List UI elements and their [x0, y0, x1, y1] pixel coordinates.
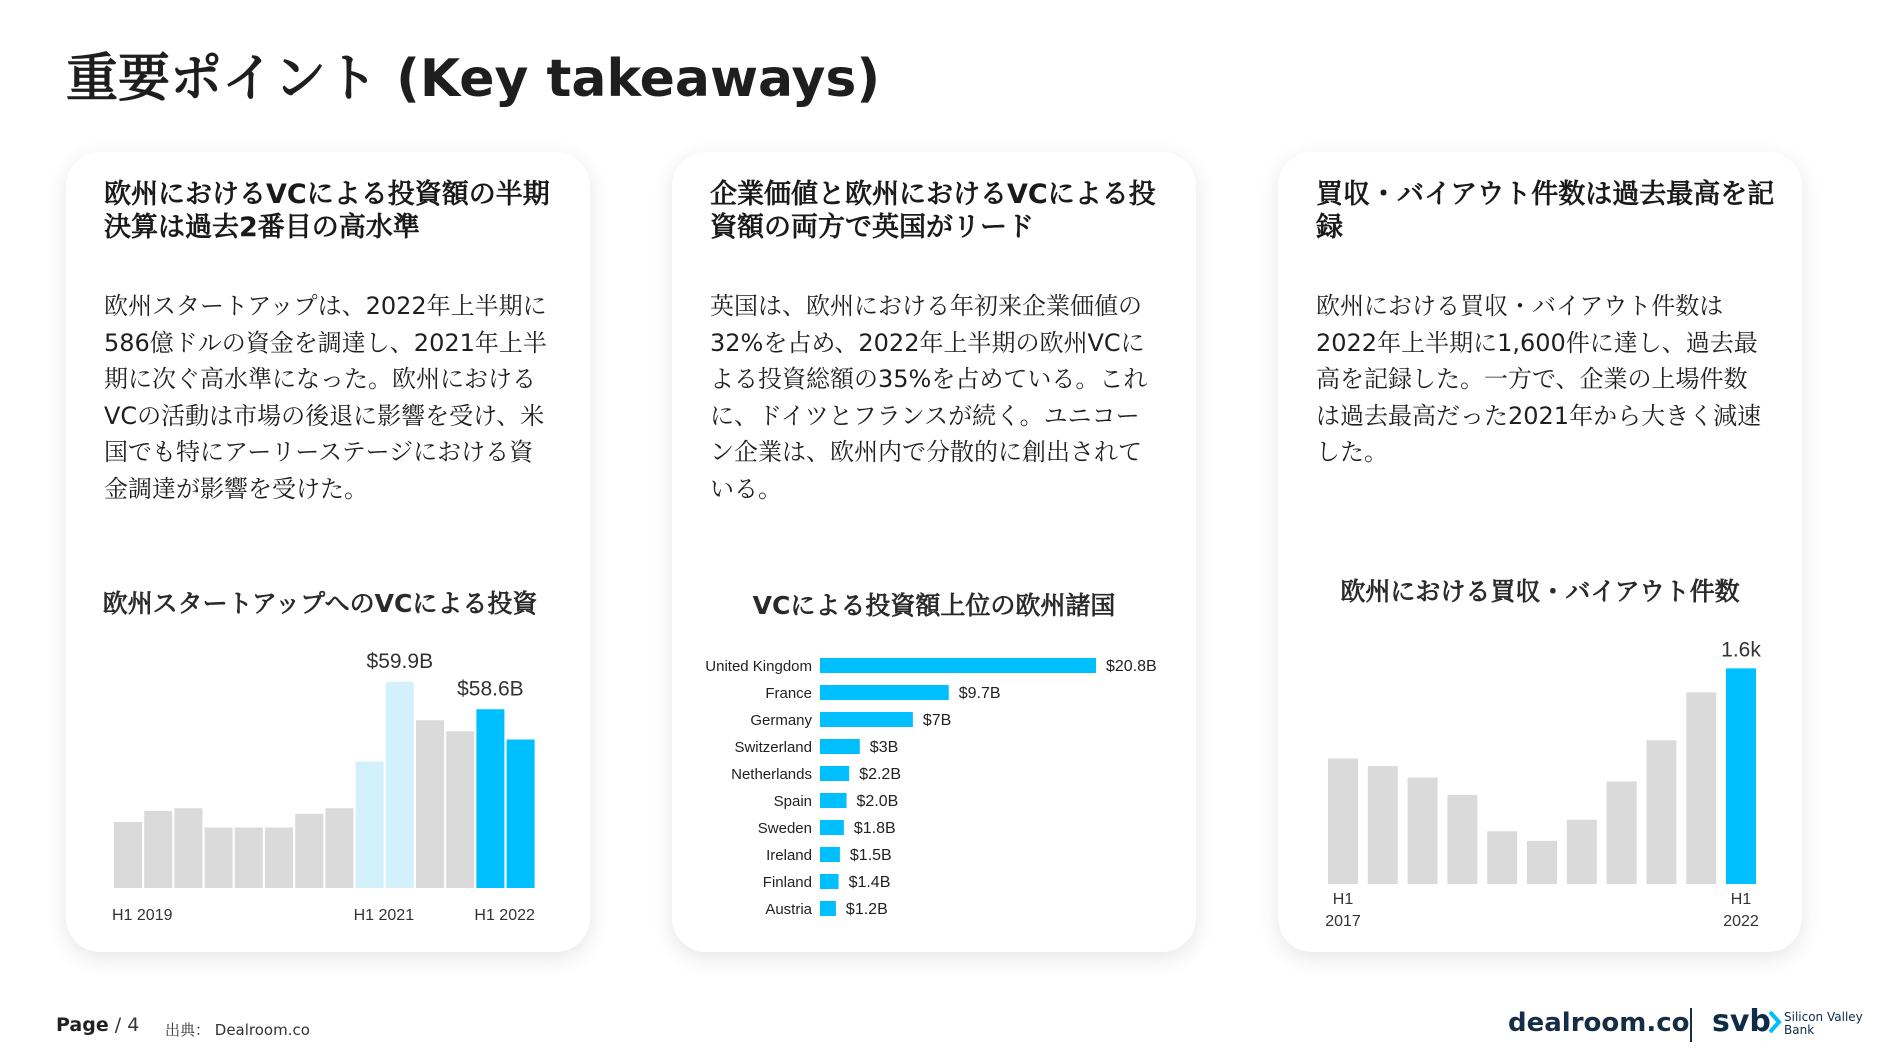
category-label: France	[765, 685, 812, 702]
vc-investment-bar-chart	[66, 152, 590, 952]
chart-title: 欧州スタートアップへのVCによる投資	[102, 589, 538, 618]
category-label: Austria	[765, 901, 812, 918]
category-label: Netherlands	[731, 766, 812, 783]
svb-sub1: Silicon Valley	[1784, 1010, 1863, 1024]
svb-logo-subtext	[1784, 1011, 1863, 1037]
chart-title: 欧州における買収・バイアウト件数	[1340, 577, 1740, 606]
category-label: Sweden	[757, 820, 812, 837]
bar	[820, 739, 860, 754]
svb-chevron-icon	[1768, 1010, 1782, 1034]
takeaway-card-acquisitions	[1278, 152, 1802, 952]
x-tick-label: H1	[1730, 891, 1752, 908]
value-label: $9.7B	[958, 685, 1001, 702]
x-tick-label: H1 2021	[353, 907, 415, 924]
bar	[144, 811, 172, 888]
bar	[820, 847, 840, 862]
bar	[205, 828, 233, 889]
page-number-value: / 4	[114, 1014, 140, 1036]
bar	[1686, 692, 1716, 884]
category-label: Germany	[750, 712, 812, 729]
card-heading: 欧州におけるVCによる投資額の半期決算は過去2番目の高水準	[104, 179, 550, 243]
x-tick-sublabel: 2022	[1723, 913, 1759, 930]
chart-title: VCによる投資額上位の欧州諸国	[752, 591, 1116, 620]
value-label: $2.2B	[859, 766, 902, 783]
category-label: Spain	[773, 793, 812, 810]
category-label: Ireland	[766, 847, 812, 864]
value-label: $1.8B	[853, 820, 896, 837]
card-body-text: 欧州スタートアップは、2022年上半期に586億ドルの資金を調達し、2021年上半期に次ぐ高水準になった。欧州におけるVCの活動は市場の後退に影響を受け、米国でも特にアーリーステージにおける資金調達が影響を受けた。	[104, 292, 547, 503]
bar	[1646, 740, 1676, 884]
data-label: 1.6k	[1721, 638, 1761, 662]
value-label: $1.4B	[848, 874, 891, 891]
bar	[114, 822, 142, 888]
bar	[507, 740, 535, 889]
page-label: Page	[56, 1014, 109, 1036]
bar	[1368, 766, 1398, 884]
bar	[820, 712, 913, 727]
bar	[295, 814, 323, 888]
card-heading: 企業価値と欧州におけるVCによる投資額の両方で英国がリード	[710, 179, 1156, 243]
bar	[1447, 795, 1477, 884]
dealroom-logo: dealroom.co	[1508, 1008, 1690, 1038]
acquisitions-bar-chart	[1278, 152, 1802, 952]
bar	[1408, 778, 1438, 884]
takeaway-card-uk-leads	[672, 152, 1196, 952]
x-tick-label: H1 2022	[474, 907, 535, 924]
bar	[356, 762, 384, 889]
bar	[174, 808, 202, 888]
x-tick-sublabel: 2017	[1325, 913, 1361, 930]
page-number	[56, 1014, 139, 1036]
bar	[446, 731, 474, 888]
bar	[820, 874, 839, 889]
x-tick-label: H1	[1332, 891, 1354, 908]
bar	[416, 720, 444, 888]
category-label: Switzerland	[734, 739, 812, 756]
bar	[1487, 831, 1517, 884]
card-body-text: 英国は、欧州における年初来企業価値の32%を占め、2022年上半期の欧州VCによる投資総額の35%を占めている。これに、ドイツとフランスが続く。ユニコーン企業は、欧州内で分散的に創出されている。	[710, 292, 1148, 503]
value-label: $1.5B	[849, 847, 892, 864]
card-heading: 買収・バイアウト件数は過去最高を記録	[1316, 179, 1775, 243]
bar	[820, 901, 836, 916]
source-note: 出典： Dealroom.co	[165, 1021, 310, 1039]
bar	[820, 658, 1096, 673]
value-label: $3B	[869, 739, 899, 756]
takeaway-card-vc-investment	[66, 152, 590, 952]
value-label: $7B	[922, 712, 952, 729]
bar	[820, 766, 849, 781]
bar	[1567, 820, 1597, 884]
bar	[820, 793, 847, 808]
svb-logo: svb	[1712, 1004, 1771, 1039]
value-label: $2.0B	[856, 793, 899, 810]
bar	[1607, 781, 1637, 884]
bar	[1328, 758, 1358, 884]
data-label: $59.9B	[366, 649, 434, 673]
bar	[386, 682, 414, 888]
value-label: $1.2B	[845, 901, 888, 918]
bar	[265, 828, 293, 889]
bar	[820, 685, 949, 700]
value-label: $20.8B	[1106, 658, 1157, 675]
category-label: Finland	[762, 874, 812, 891]
top-countries-bar-chart	[672, 152, 1196, 952]
bar	[820, 820, 844, 835]
bar	[1527, 841, 1557, 884]
x-tick-label: H1 2019	[112, 907, 173, 924]
page-title: 重要ポイント (Key takeaways)	[66, 49, 881, 109]
bar	[235, 828, 263, 889]
category-label: United Kingdom	[705, 658, 812, 675]
logo-divider	[1690, 1008, 1692, 1042]
svb-sub2: Bank	[1784, 1023, 1815, 1037]
data-label: $58.6B	[457, 677, 524, 701]
card-body-text: 欧州における買収・バイアウト件数は2022年上半期に1,600件に達し、過去最高を記録した。一方で、企業の上場件数は過去最高だった2021年から大きく減速した。	[1316, 292, 1762, 466]
bar	[325, 808, 353, 888]
bar	[476, 709, 504, 888]
bar	[1726, 668, 1756, 884]
